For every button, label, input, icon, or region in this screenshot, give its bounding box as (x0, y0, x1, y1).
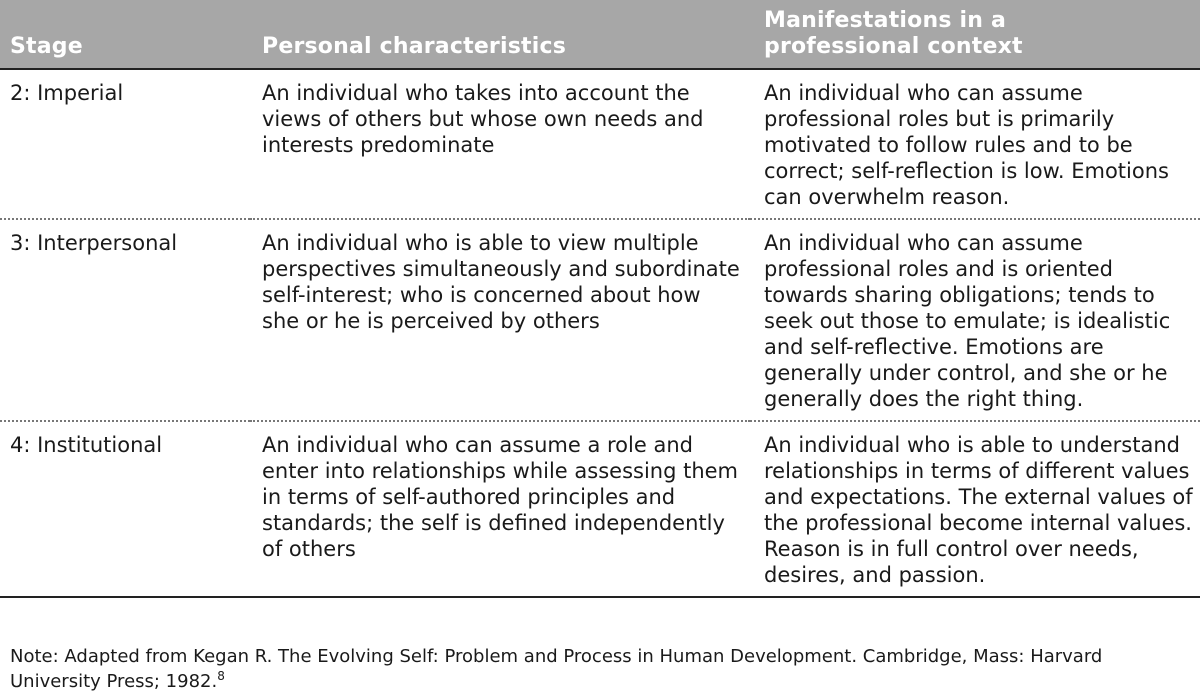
header-personal-characteristics: Personal characteristics (262, 34, 567, 59)
header-row (0, 0, 1200, 69)
table-row (0, 219, 1200, 421)
header-manifestations-line1: Manifestations in a (764, 8, 1006, 33)
header-stage: Stage (10, 34, 83, 59)
manifestations-cell: An individual who can assume professional roles and is oriented towards sharing obligations; tends to seek out those to emulate; is idealistic and self-reflective. Emotions are generally under control, and she or he generally does the right thing. (750, 219, 1200, 421)
stage-cell: 2: Imperial (10, 81, 124, 105)
stage-cell: 3: Interpersonal (0, 219, 250, 421)
table-row (0, 421, 1200, 597)
manifestations-cell: An individual who can assume professional roles but is primarily motivated to follow rules and to be correct; self-reflection is low. Emotions can overwhelm reason. (764, 81, 1169, 209)
stage-cell: 4: Institutional (0, 421, 250, 597)
header-manifestations-line2: professional context (764, 34, 1023, 59)
note-reference-number: 8 (217, 669, 225, 683)
table-note (10, 644, 1190, 694)
note-text: Note: Adapted from Kegan R. The Evolving Self: Problem and Process in Human Development. Cambridge, Mass: Harvard University Press; 1982. (10, 646, 1103, 692)
header-manifestations (750, 0, 1200, 69)
manifestations-cell: An individual who is able to understand relationships in terms of different values and expectations. The external values of the professional become internal values. Reason is in full control over needs, desires, and passion. (750, 421, 1200, 597)
table-row (0, 69, 1200, 219)
personal-characteristics-cell: An individual who takes into account the views of others but whose own needs and interests predominate (262, 81, 704, 157)
personal-characteristics-cell: An individual who can assume a role and enter into relationships while assessing them in terms of self-authored principles and standards; the self is defined independently of others (250, 421, 750, 597)
personal-characteristics-cell: An individual who is able to view multiple perspectives simultaneously and subordinate self-interest; who is concerned about how she or he is perceived by others (250, 219, 750, 421)
table-body (0, 69, 1200, 597)
table-header (0, 0, 1200, 69)
